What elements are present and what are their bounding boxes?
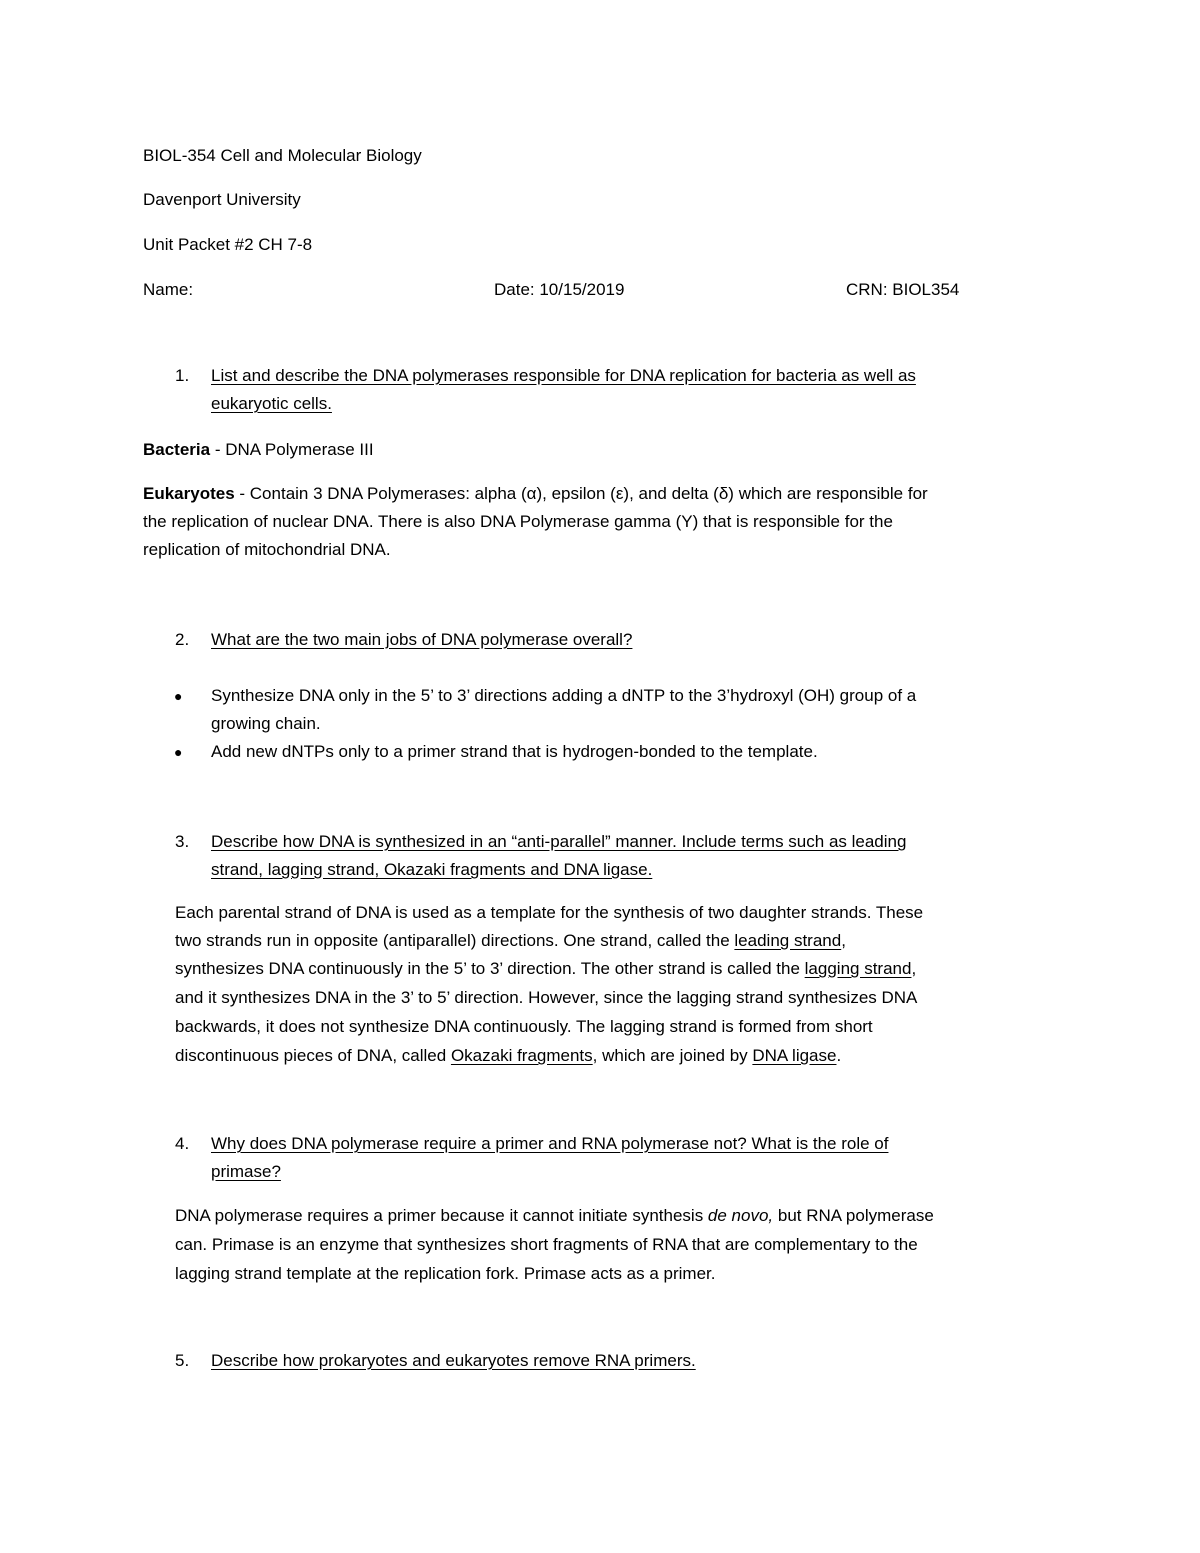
eukaryotes-label: Eukaryotes — [143, 484, 235, 503]
bullet-1-line-1: Synthesize DNA only in the 5’ to 3’ directions adding a dNTP to the 3’hydroxyl (OH) group of a — [211, 686, 917, 705]
question-4-number: 4. — [175, 1134, 190, 1153]
answer-3-text: synthesizes DNA continuously in the 5’ to 3’ direction. The other strand is called the — [175, 959, 805, 978]
eukaryotes-answer-line-1 — [143, 480, 928, 508]
term-dna-ligase: DNA ligase — [752, 1046, 837, 1065]
bullet-2: Add new dNTPs only to a primer strand that is hydrogen-bonded to the template. — [211, 742, 818, 761]
bacteria-label: Bacteria — [143, 440, 211, 459]
answer-4-text: DNA polymerase requires a primer because it cannot initiate synthesis — [175, 1206, 708, 1225]
term-de-novo: de novo, — [707, 1206, 774, 1225]
question-3-line-1: Describe how DNA is synthesized in an “anti-parallel” manner. Include terms such as leading — [211, 832, 907, 851]
crn-label: CRN: BIOL354 — [846, 280, 960, 299]
answer-4-line-1 — [175, 1202, 934, 1230]
bullet-1-line-2: growing chain. — [211, 714, 321, 733]
answer-3-line-6 — [175, 1042, 841, 1070]
eukaryotes-text-1: - Contain 3 DNA Polymerases: alpha (α), epsilon (ε), and delta (δ) which are responsible for — [234, 484, 928, 503]
answer-3-text: , which are joined by — [592, 1046, 753, 1065]
unit-packet: Unit Packet #2 CH 7-8 — [143, 235, 313, 254]
question-4-line-2: primase? — [211, 1162, 281, 1181]
question-1-line-2: eukaryotic cells. — [211, 394, 332, 413]
answer-4-text: but RNA polymerase — [773, 1206, 934, 1225]
question-5-number: 5. — [175, 1351, 190, 1370]
term-lagging-strand: lagging strand — [804, 959, 912, 978]
question-4-line-1: Why does DNA polymerase require a primer and RNA polymerase not? What is the role of — [211, 1134, 889, 1153]
question-3-number: 3. — [175, 832, 190, 851]
answer-3-line-1: Each parental strand of DNA is used as a template for the synthesis of two daughter strands. These — [175, 903, 924, 922]
eukaryotes-answer-line-3: replication of mitochondrial DNA. — [143, 540, 391, 559]
question-2-line-1: What are the two main jobs of DNA polymerase overall? — [211, 630, 633, 649]
eukaryotes-answer-line-2: the replication of nuclear DNA. There is also DNA Polymerase gamma (Y) that is responsible for the — [143, 512, 893, 531]
answer-3-text: , — [911, 959, 917, 978]
question-1-line-1: List and describe the DNA polymerases responsible for DNA replication for bacteria as well as — [211, 366, 916, 385]
course-title: BIOL-354 Cell and Molecular Biology — [143, 146, 422, 165]
answer-3-line-3 — [175, 955, 916, 983]
answer-3-line-4: and it synthesizes DNA in the 3’ to 5’ direction. However, since the lagging strand synthesizes DNA — [175, 988, 918, 1007]
term-leading-strand: leading strand — [734, 931, 842, 950]
answer-3-text: discontinuous pieces of DNA, called — [175, 1046, 451, 1065]
answer-3-text: . — [836, 1046, 842, 1065]
answer-4-line-2: can. Primase is an enzyme that synthesizes short fragments of RNA that are complementary to the — [175, 1235, 918, 1254]
answer-3-text: , — [841, 931, 846, 950]
name-label: Name: — [143, 280, 194, 299]
university-name: Davenport University — [143, 190, 301, 209]
answer-3-line-2 — [175, 927, 846, 955]
bullet-dot: ● — [174, 744, 183, 760]
answer-4-line-3: lagging strand template at the replication fork. Primase acts as a primer. — [175, 1264, 716, 1283]
question-2-number: 2. — [175, 630, 190, 649]
bullet-dot: ● — [174, 688, 183, 704]
question-3-line-2: strand, lagging strand, Okazaki fragments and DNA ligase. — [211, 860, 653, 879]
date-label: Date: 10/15/2019 — [494, 280, 625, 299]
question-5-line-1: Describe how prokaryotes and eukaryotes remove RNA primers. — [211, 1351, 696, 1370]
answer-3-line-5: backwards, it does not synthesize DNA continuously. The lagging strand is formed from short — [175, 1017, 873, 1036]
bacteria-text: - DNA Polymerase III — [210, 440, 374, 459]
bacteria-answer — [143, 436, 374, 464]
answer-3-text: two strands run in opposite (antiparallel) directions. One strand, called the — [175, 931, 735, 950]
question-1-number: 1. — [175, 366, 190, 385]
term-okazaki-fragments: Okazaki fragments — [450, 1046, 593, 1065]
